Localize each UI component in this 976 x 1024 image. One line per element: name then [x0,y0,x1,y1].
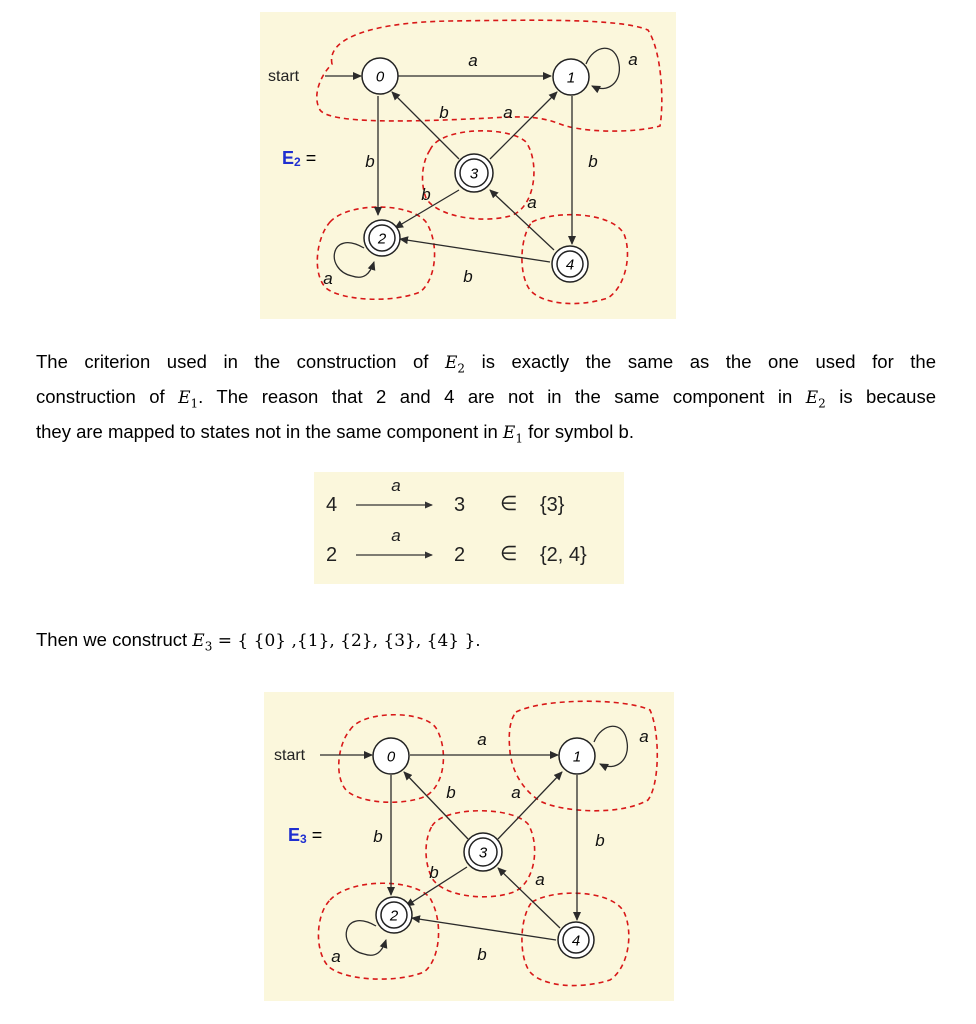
label-0-2: b [373,827,383,846]
automaton-e3-figure [264,692,674,1001]
edge-3-0 [404,772,468,839]
edge-4-2 [412,918,556,940]
svg-text:3: 3 [478,844,488,862]
svg-text:∈: ∈ [500,543,518,565]
label-2-2: a [331,947,341,966]
state-0 [362,58,398,94]
svg-text:{2, 4}: {2, 4} [540,544,587,566]
label-0-2: b [365,152,375,171]
svg-text:{3}: {3} [540,494,565,516]
paragraph-line-1: The criterion used in the construction of $E_2$ is exactly the same as the one used for the [36,351,937,376]
transition-row-2 [326,526,587,566]
state-2-accepting [376,897,412,933]
automaton-e2-figure [260,12,676,319]
svg-text:2: 2 [326,544,338,566]
paragraph-line-3: they are mapped to states not in the same component in $E_1$ for symbol b. [36,420,634,446]
svg-text:1: 1 [566,69,576,87]
automaton-e2-diagram [260,12,676,319]
edge-1-1-loop [586,48,619,88]
label-3-1: a [511,783,521,802]
edge-3-0 [392,92,459,159]
svg-text:1: 1 [572,748,582,766]
label-0-1: a [468,51,478,70]
state-3-accepting [464,833,502,871]
label-4-2: b [463,267,473,286]
state-0 [373,738,409,774]
svg-text:3: 3 [454,494,466,516]
label-1-1: a [639,727,649,746]
paragraph-line-2: construction of $E_1$. The reason that 2 and 4 are not in the same component in $E_2$ is because [36,385,936,411]
label-3-2: b [421,185,431,204]
state-1 [553,59,589,95]
svg-text:2: 2 [377,230,387,248]
label-1-4: b [595,831,605,850]
transition-table [314,472,624,584]
svg-text:0: 0 [386,748,396,766]
start-label: start [274,747,306,764]
label-4-2: b [477,945,487,964]
state-2-accepting [364,220,400,256]
edge-4-3 [490,190,554,250]
construct-e3-line: Then we construct $E_3$ = { {0} ,{1}, {2}, {3}, {4} }. [36,629,481,654]
state-4-accepting [552,246,588,282]
transition-row-1 [326,476,565,516]
label-1-4: b [588,152,598,171]
svg-text:a: a [391,476,401,495]
label-2-2: a [323,269,333,288]
state-4-accepting [558,922,594,958]
edge-3-1 [490,92,557,159]
svg-text:4: 4 [565,256,575,274]
svg-text:4: 4 [571,932,581,950]
svg-text:a: a [391,526,401,545]
svg-text:2: 2 [454,544,466,566]
e2-name: E2 = [282,148,317,169]
label-3-0: b [439,103,449,122]
edge-1-1-loop [594,726,627,766]
start-label: start [268,68,300,85]
edge-4-2 [400,239,550,262]
label-0-1: a [477,730,487,749]
e3-name: E3 = [288,825,323,846]
label-3-0: b [446,783,456,802]
label-1-1: a [628,50,638,69]
svg-text:2: 2 [389,907,399,925]
label-3-2: b [429,863,439,882]
criterion-paragraph [36,348,936,453]
svg-text:4: 4 [326,494,338,516]
label-4-3: a [527,193,537,212]
state-3-accepting [455,154,493,192]
label-3-1: a [503,103,513,122]
state-1 [559,738,595,774]
svg-text:0: 0 [375,68,385,86]
svg-text:3: 3 [469,165,479,183]
automaton-e3-diagram [264,692,674,1001]
label-4-3: a [535,870,545,889]
svg-text:∈: ∈ [500,493,518,515]
